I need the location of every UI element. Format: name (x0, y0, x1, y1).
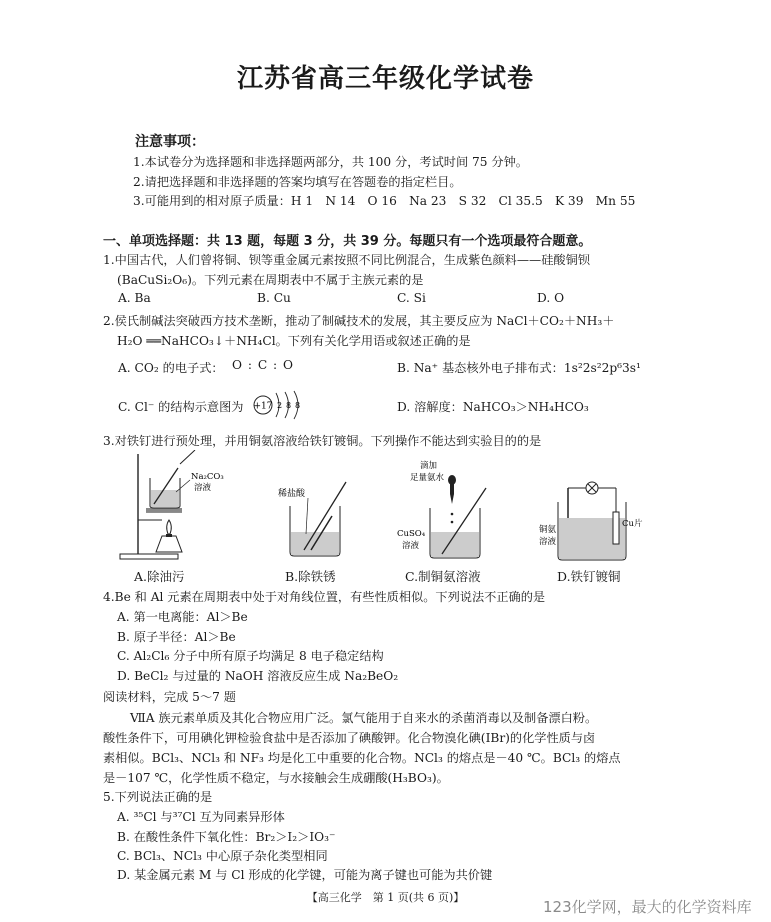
figure-b-reagent: 稀盐酸 (278, 489, 306, 499)
shell-2-label: 8 (286, 401, 292, 410)
q2-option-c: C. Cl⁻ 的结构示意图为 (118, 400, 244, 414)
figure-b-rust-removal (278, 480, 358, 565)
figure-c-copper-ammonia (394, 458, 504, 566)
q5-option-c: C. BCl₃、NCl₃ 中心原子杂化类型相同 (117, 849, 328, 863)
chloride-ion-structure-diagram (250, 387, 310, 423)
page-footer: 【高三化学 第 1 页(共 6 页)】 (306, 891, 465, 904)
q4-option-d: D. BeCl₂ 与过量的 NaOH 溶液反应生成 Na₂BeO₂ (117, 669, 399, 683)
shell-3-label: 8 (295, 401, 301, 410)
q1-stem-line1: 1.中国古代，人们曾将铜、钡等重金属元素按照不同比例混合，生成紫色颜料——硅酸铜钡 (103, 253, 590, 267)
nucleus-charge-label: +17 (253, 401, 273, 412)
q2-stem-line2: H₂O ══NaHCO₃↓＋NH₄Cl。下列有关化学用语或叙述正确的是 (117, 334, 471, 348)
q1-stem-line2: (BaCuSi₂O₆)。下列元素在周期表中不属于主族元素的是 (117, 273, 424, 287)
figure-c-label-4: 溶液 (402, 541, 420, 551)
shell-1-label: 2 (277, 401, 283, 410)
reading-line-2: 酸性条件下，可用碘化钾检验食盐中是否添加了碘酸钾。化合物溴化碘(IBr)的化学性质与卤 (103, 731, 596, 745)
figure-a-reagent-2: 溶液 (194, 483, 212, 493)
figure-a-reagent: Na₂CO₃ (191, 472, 224, 482)
figure-d-electroplating (538, 478, 648, 566)
figure-a-caption: A.除油污 (134, 569, 185, 584)
notes-heading: 注意事项： (135, 134, 205, 150)
q2-option-a: A. CO₂ 的电子式： (118, 361, 224, 375)
reading-intro: 阅读材料，完成 5～7 题 (103, 690, 236, 704)
figure-d-label-2: 溶液 (539, 537, 557, 547)
reading-line-4: 是－107 ℃，化学性质不稳定，与水接触会生成硼酸(H₃BO₃)。 (103, 771, 449, 785)
note-item-2: 2.请把选择题和非选择题的答案均填写在答题卷的指定栏目。 (133, 175, 462, 189)
q5-option-b: B. 在酸性条件下氧化性：Br₂＞I₂＞IO₃⁻ (117, 830, 336, 844)
exam-title: 江苏省高三年级化学试卷 (236, 64, 534, 94)
figure-c-label-1: 滴加 (420, 461, 438, 471)
reading-line-1: ⅦA 族元素单质及其化合物应用广泛。氯气能用于自来水的杀菌消毒以及制备漂白粉。 (130, 711, 598, 725)
q3-stem: 3.对铁钉进行预处理，并用铜氨溶液给铁钉镀铜。下列操作不能达到实验目的的是 (103, 434, 542, 448)
q2-option-d: D. 溶解度：NaHCO₃＞NH₄HCO₃ (397, 400, 589, 414)
note-item-3: 3.可能用到的相对原子质量：H 1 N 14 O 16 Na 23 S 32 Cl 35.5 K 39 Mn 55 (133, 194, 636, 208)
figure-a-degreasing (110, 450, 240, 565)
figure-b-caption: B.除铁锈 (285, 569, 336, 584)
watermark: 123化学网，最大的化学资料库 (543, 898, 752, 916)
q4-option-b: B. 原子半径：Al＞Be (117, 630, 236, 644)
q5-stem: 5.下列说法正确的是 (103, 790, 213, 804)
q1-option-c: C. Si (397, 291, 426, 305)
q5-option-d: D. 某金属元素 M 与 Cl 形成的化学键，可能为离子键也可能为共价键 (117, 868, 493, 882)
q4-option-a: A. 第一电离能：Al＞Be (117, 610, 248, 624)
figure-c-caption: C.制铜氨溶液 (405, 569, 481, 584)
q5-option-a: A. ³⁵Cl 与³⁷Cl 互为同素异形体 (117, 810, 285, 824)
section-heading: 一、单项选择题：共 13 题，每题 3 分，共 39 分。每题只有一个选项最符合题意。 (103, 234, 592, 249)
q2-option-b: B. Na⁺ 基态核外电子排布式：1s²2s²2p⁶3s¹ (397, 361, 641, 375)
q1-option-a: A. Ba (118, 291, 151, 305)
q1-option-d: D. O (537, 291, 565, 305)
figure-c-label-3: CuSO₄ (397, 529, 426, 539)
note-item-1: 1.本试卷分为选择题和非选择题两部分，共 100 分，考试时间 75 分钟。 (133, 155, 528, 169)
reading-line-3: 素相似。BCl₃、NCl₃ 和 NF₃ 均是化工中重要的化合物。NCl₃ 的熔点是－40 ℃。BCl₃ 的熔点 (103, 751, 621, 765)
figure-c-label-2: 足量氨水 (410, 473, 445, 483)
q1-option-b: B. Cu (257, 291, 291, 305)
figure-d-label-1: 铜氨 (539, 525, 557, 535)
co2-electron-formula: O : C : O (232, 358, 295, 372)
figure-d-label-3: Cu片 (622, 519, 643, 529)
figure-d-caption: D.铁钉镀铜 (557, 569, 621, 584)
q4-option-c: C. Al₂Cl₆ 分子中所有原子均满足 8 电子稳定结构 (117, 649, 384, 663)
q2-stem-line1: 2.侯氏制碱法突破西方技术垄断，推动了制碱技术的发展，其主要反应为 NaCl＋CO₂＋NH₃＋ (103, 314, 615, 328)
q4-stem: 4.Be 和 Al 元素在周期表中处于对角线位置，有些性质相似。下列说法不正确的是 (103, 590, 546, 604)
